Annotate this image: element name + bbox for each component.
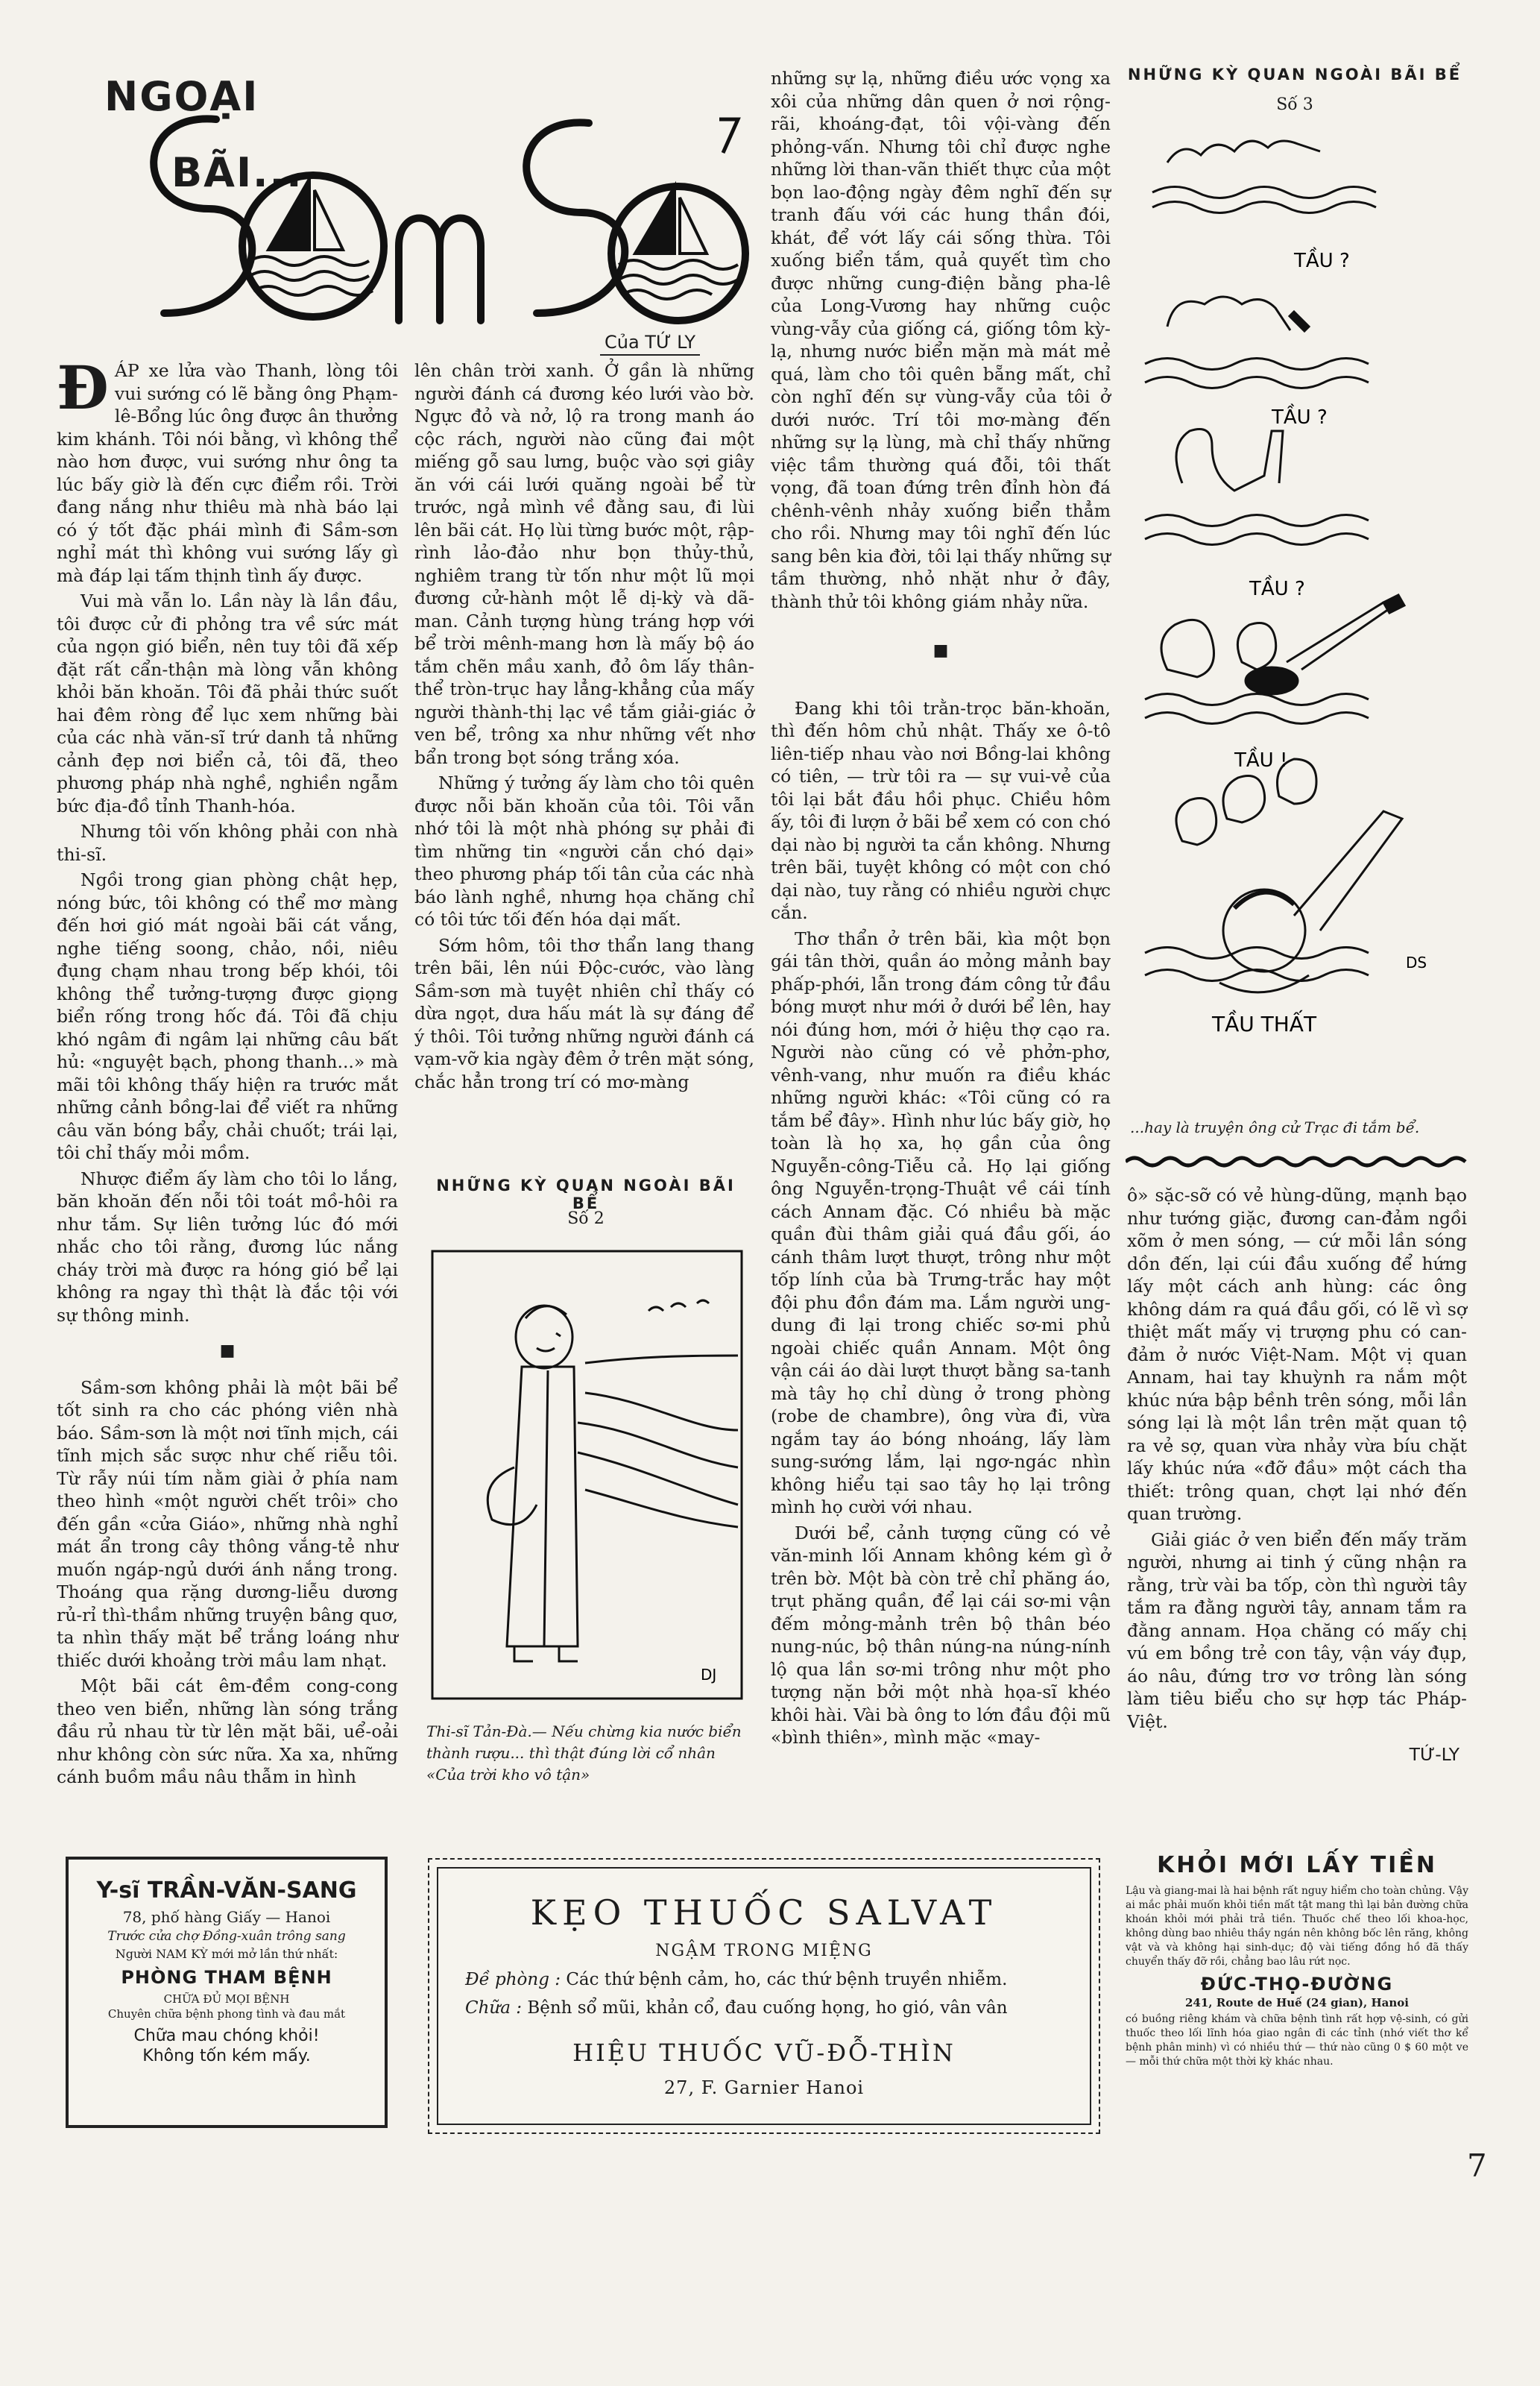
cartoon-2-title: NHỮNG KỲ QUAN NGOÀI BÃI BỂ: [436, 1177, 736, 1212]
ad1-slogan1: Chữa mau chóng khỏi!: [133, 2027, 320, 2045]
article-paragraph: Dưới bể, cảnh tượng cũng có vẻ văn-minh lối Annam không kém gì ở trên bờ. Một bà còn trẻ chỉ phăng áo, trụt phăng quần, để lại cái sơ-mi vận đếm mỏng-mảnh trên bộ thân béo nung-núc, bộ thân núng-na núng-nính lộ qua lần sơ-mi trông như một pho tượng nặn bởi một nhà họa-sĩ khéo khôi hài. Vài bà ông to lớn đầu đội mũ «bình thiên», mình mặc «may-: [771, 1522, 1111, 1748]
ad3-body2: có buồng riêng khám và chữa bệnh tình rất hợp vệ-sinh, có gửi thuốc theo lối lĩnh hóa giao ngân đi các tỉnh (nhớ viết thơ kể bệnh phân minh) vì có nhiều thứ — thứ nào cũng 0 $ 60 một ve — mỗi thứ chữa một thời kỳ khác nhau.: [1126, 2013, 1468, 2068]
ad2-shop: HIỆU THUỐC VŨ-ĐỖ-THÌN: [572, 2039, 956, 2067]
ad2-cure: Bệnh sổ mũi, khản cổ, đau cuống họng, ho gió, vân vân: [527, 1998, 1008, 2018]
ad1-line1: Trước cửa chợ Đồng-xuân trông sang: [107, 1929, 346, 1944]
cartoon-2-drawing: [425, 1244, 753, 1706]
title-line1: NGOẠI: [104, 73, 259, 120]
page-number: 7: [1467, 2147, 1487, 2184]
ad3-title: KHỎI MỚI LẤY TIỀN: [1157, 1852, 1437, 1878]
title-line2: BÃI...: [171, 149, 303, 196]
ad1-line3: CHỮA ĐỦ MỌI BỆNH: [163, 1992, 290, 2006]
article-paragraph: Ngồi trong gian phòng chật hẹp, nóng bức, tôi không có thể mơ màng đến hơi gió mát ngoài bãi cát vắng, nghe tiếng soong, chảo, nồi, niêu đụng chạm nhau trong bếp khói, tôi không thể tưởng-tượng được giọng biển rống trong hốc đá. Tôi đã chịu khó ngâm đi ngâm lại những câu bất hủ: «nguyệt bạch, phong thanh...» mà mãi tôi không thấy hiện ra trước mắt những cảnh bồng-lai để viết ra những câu văn bóng bẩy, chải chuốt; trái lại, tôi chỉ thấy mỏi mồm.: [57, 869, 398, 1163]
ad2-prevent-row: [465, 1970, 1007, 1989]
ad3-address: 241, Route de Huế (24 gian), Hanoi: [1185, 1996, 1409, 2009]
ad2-prevent-label: Đề phòng :: [465, 1970, 561, 1989]
wavy-divider: [1126, 1153, 1468, 1171]
ad2-title: KẸO THUỐC SALVAT: [530, 1892, 998, 1933]
ad1-slogan2: Không tốn kém mấy.: [142, 2047, 311, 2065]
article-paragraph: những sự lạ, những điều ước vọng xa xôi của những dân quen ở nơi rộng-rãi, khoáng-đạt, tôi vội-vàng đến phỏng-vấn. Nhưng tôi chỉ được nghe những lời than-vãn thiết thực của một bọn lao-động ngày đêm nghĩ đến sự tranh đấu với các hung thần đói, khát, để vớt lấy cái sống thừa. Tôi xuống biển tắm, quả quyết tìm cho được những cung-điện bằng pha-lê của Long-Vương hay những cuộc vùng-vẫy của giống cá, giống tôm kỳ-lạ, nhưng nước biển mặn mà mát mẻ quá, làm cho tôi quên bẵng mất, chỉ còn nghĩ đến sự vùng-vẫy của tôi ở dưới nước. Trí tôi mơ-màng đến những sự lạ lùng, mà chỉ thấy những việc tầm thường quá đỗi, tôi thất vọng, đã toan đứng trên đỉnh hòn đá chênh-vênh nhảy xuống biển thẳm cho rồi. Nhưng may tôi nghĩ đến lúc sang bên kia đời, tôi lại thấy những sự tầm thường, nhỏ nhặt như ở đây, thành thử tôi không giám nhảy nữa.: [771, 68, 1111, 612]
ad3-body: Lậu và giang-mai là hai bệnh rất nguy hiểm cho toàn chủng. Vậy ai mắc phải muốn khỏi tiền mất tật mang thì lại bản đường chữa khoán khỏi mới phải trả tiền. Thuốc chế theo lối khoa-học, không dùng bao nhiêu thầy ngán nên không bốc lên răng, không vật và và không hại sinh-dục; độ vài tiếng đồng hồ đã thấy chuyển thấy đỡ rồi, chẳng bao lâu rứt nọc.: [1126, 1885, 1468, 1968]
article-paragraph: Một bãi cát êm-đềm cong-cong theo ven biển, những làn sóng trắng đầu rủ nhau từ từ lên mặt bãi, uể-oải như không còn sức nữa. Xa xa, những cánh buồm mầu nâu thẫm in hình: [57, 1675, 398, 1787]
cartoon-3-label: TẦU THẤT: [1212, 1012, 1317, 1036]
ad1-clinic: PHÒNG THAM BỆNH: [121, 1967, 332, 1988]
article-paragraph: ĐÁP xe lửa vào Thanh, lòng tôi vui sướng có lẽ bằng ông Phạm-lê-Bổng lúc ông được ân thưởng kim khánh. Tôi nói bằng, vì không thể nào hơn được, vui sướng như ông ta lúc bấy giờ là đến cực điểm rồi. Trời đang nắng như thiêu mà nhà báo lại có ý tốt đặc phái mình đi Sầm-sơn nghỉ mát thì không vui sướng lấy gì mà đáp lại tấm thịnh tình ấy được.: [57, 353, 398, 586]
cartoon-3-signature: DS: [1406, 954, 1427, 972]
header-title: [22, 30, 760, 358]
title-sam-son-art: [22, 30, 760, 343]
ad-tran-van-sang: [66, 1857, 388, 2128]
ad2-cure-row: [465, 1998, 1008, 2018]
cartoon-3-title: NHỮNG KỲ QUAN NGOÀI BÃI BỂ: [1127, 66, 1462, 84]
cartoon-3-label: TẦU ?: [1249, 578, 1305, 600]
ad1-name: Y-sĩ TRẦN-VĂN-SANG: [96, 1877, 357, 1904]
article-paragraph: Nhược điểm ấy làm cho tôi lo lắng, băn khoăn đến nỗi tôi toát mồ-hôi ra như tắm. Sự liên tưởng lúc đó mới nhắc cho tôi rằng, đương lúc nắng cháy trời mà được ra hóng gió bể lại không ra ngay thì thật là đắc tội với sự thông minh.: [57, 1168, 398, 1326]
ad-salvat: [428, 1858, 1100, 2134]
cartoon-2-number: Số 2: [567, 1209, 605, 1228]
article-signature: TỨ-LY: [1409, 1744, 1459, 1765]
cartoon-3-drawing: [1123, 125, 1467, 1139]
cartoon-2: [419, 1177, 753, 1810]
article-paragraph: ô» sặc-sỡ có vẻ hùng-dũng, mạnh bạo như tướng giặc, đương can-đảm ngồi xõm ở men sóng, — cứ mỗi lần sóng dồn đến, lại cúi đầu xuống để hứng lấy một cách anh hùng: các ông không dám ra quá đầu gối, có lẽ vì sợ thiệt mất mấy vị trượng phu có can-đảm ở nước Việt-Nam. Một vị quan Annam, hai tay khuỳnh ra nắm một khúc nứa bập bềnh trên sóng, mỗi lần sóng lại là một lần trên mặt quan tộ ra vẻ sợ, quan vừa nhảy vừa bíu chặt lấy khúc nứa «đỡ đầu» một cách tha thiết: trông quan, chợt lại nhớ đến quan trường.: [1127, 1185, 1467, 1524]
article-paragraph: Thơ thẩn ở trên bãi, kìa một bọn gái tân thời, quần áo mỏng mảnh bay phấp-phới, lẫn trong đám công tử đầu bóng mượt như mới ở dưới bể lên, hay nói đúng hơn, mới ở hiệu thợ cạo ra. Người nào cũng có vẻ phởn-phơ, vênh-vang, như muốn ra điều khác những người khác: «Tôi cũng có ra tắm bể đây». Hình như lúc bấy giờ, họ toàn là họ xa, họ gần của ông Nguyễn-công-Tiễu cả. Họ lại giống ông Nguyễn-trọng-Thuật về cái tính cách Annam đặc. Có nhiều bà mặc quần đùi thâm giải quá đầu gối, áo cánh thâm lượt thượt, trông như một tốp lính của bà Trưng-trắc hay một đội phu đồn đám ma. Lắm người ung-dung đi lại trong chiếc sơ-mi phủ ngoài chiếc quần Annam. Một ông vận cái áo dài lượt thượt bằng sa-tanh mà tây họ chỉ dùng ở trong phòng (robe de chambre), ông vừa đi, vừa ngắm tay áo bóng nhoáng, lấy làm sung-sướng lắm, lại ngơ-ngác nhìn không hiểu tại sao tây họ lại trông mình họ cười với nhau.: [771, 928, 1111, 1517]
ad2-prevent: Các thứ bệnh cảm, ho, các thứ bệnh truyền nhiễm.: [566, 1970, 1008, 1989]
cartoon-3-label: TẦU ?: [1294, 250, 1350, 272]
cartoon-3-label: TẦU !: [1234, 749, 1288, 772]
cartoon-2-caption: Thi-sĩ Tản-Đà.— Nếu chừng kia nước biển thành rượu... thì thật đúng lời cổ nhân «Của trời kho vô tận»: [426, 1722, 742, 1784]
article-paragraph: lên chân trời xanh. Ở gần là những người đánh cá đương kéo lưới vào bờ. Ngực đỏ và nở, lộ ra trong manh áo cộc rách, người nào cũng đai một miếng gỗ sau lưng, buộc vào sợi giây ăn với cái lưới quăng ngoài bể từ trước, ngả mình về đằng sau, đi lùi lên bãi cát. Họ lùi từng bước một, rập-rình lảo-đảo như bọn thủy-thủ, nghiêm trang từ tốn như một lũ mọi đương cử-hành một lễ dị-kỳ và dã-man. Cảnh tượng hùng tráng hợp với bể trời mênh-mang hơn là mấy bộ áo tắm chẽn mầu xanh, đỏ ôm lấy thân-thể tròn-trục hay lẳng-khẳng của mấy người thành-thị lạc về tắm giải-giác ở ven bể, trông xa như những vết nhơ bẩn trong bọt sóng trắng xóa.: [414, 360, 754, 768]
section-separator: ■: [932, 641, 949, 660]
ad3-shop: ĐỨC-THỌ-ĐƯỜNG: [1200, 1974, 1394, 1995]
ad-duc-tho-duong: [1126, 1852, 1468, 2121]
byline: Của TỨ LY: [600, 332, 700, 356]
cartoon-3-label: TẦU ?: [1272, 406, 1328, 429]
article-column-3: [771, 67, 1111, 1752]
article-column-1: [57, 353, 398, 1792]
ad2-cure-label: Chữa :: [465, 1998, 522, 2018]
ad1-address: 78, phố hàng Giấy — Hanoi: [122, 1908, 331, 1926]
cartoon-2-signature: DJ: [701, 1666, 717, 1684]
article-paragraph: Sớm hôm, tôi thơ thẩn lang thang trên bãi, lên núi Độc-cước, vào làng Sầm-sơn mà tuyệt nhiên chỉ thấy có dừa ngọt, dưa hấu mát là sự đáng để ý thôi. Tôi tưởng những người đánh cá vạm-vỡ kia ngày đêm ở trên mặt sóng, chắc hẳn trong trí có mơ-màng: [414, 934, 754, 1092]
cartoon-3: [1123, 66, 1467, 1139]
section-separator: ■: [219, 1341, 236, 1360]
ad2-subtitle: NGẬM TRONG MIỆNG: [655, 1942, 873, 1960]
article-paragraph: Đang khi tôi trằn-trọc băn-khoăn, thì đến hôm chủ nhật. Thấy xe ô-tô liên-tiếp nhau vào nơi Bồng-lai không có tiên, — trừ tôi ra — sự vui-vẻ của tôi lại bắt đầu hồi phục. Chiều hôm ấy, tôi đi lượn ở bãi bể xem có con chó dại nào bị người ta cắn không. Nhưng trên bãi, tuyệt không có một con chó dại nào, tuy rằng có nhiều người chực cắn.: [771, 697, 1111, 923]
article-paragraph: Sầm-sơn không phải là một bãi bể tốt sinh ra cho các phóng viên nhà báo. Sầm-sơn là một nơi tĩnh mịch, cái tĩnh mịch sắc sược như chế riễu tôi. Từ rẫy núi tím nằm giài ở phía nam theo hình «một người chết trôi» cho đến gần «cửa Giáo», những nhà nghỉ mát ẩn trong cây thông vắng-tẻ như muốn ngáp-ngủ dưới ánh nắng trong. Thoáng qua rặng dương-liễu dương rủ-rỉ thì-thầm những truyện bâng quơ, ta nhìn thấy mặt bể trắng loáng như thiếc dưới khoảng trời mầu lam nhạt.: [57, 1376, 398, 1671]
article-column-4: [1127, 1184, 1467, 1766]
cartoon-3-caption: ...hay là truyện ông cử Trạc đi tắm bể.: [1130, 1118, 1420, 1136]
cartoon-3-number: Số 3: [1276, 95, 1313, 114]
dropcap: Đ: [57, 353, 109, 423]
ad1-line4: Chuyên chữa bệnh phong tình và đau mắt: [107, 2007, 346, 2021]
article-paragraph: Giải giác ở ven biển đến mấy trăm người, nhưng ai tinh ý cũng nhận ra rằng, trừ vài ba tốp, còn thì người tây tắm ra đằng người tây, annam tắm ra đằng annam. Họa chăng có mấy chị vú em bồng trẻ con tây, vận váy đụp, áo nâu, đứng trơ vơ trông làn sóng làm tiêu biểu cho sự hợp tác Pháp-Việt.: [1127, 1529, 1467, 1732]
ad2-address: 27, F. Garnier Hanoi: [663, 2077, 865, 2098]
ad1-line2: Người NAM KỲ mới mở lần thứ nhất:: [115, 1947, 338, 1961]
article-column-2: [414, 359, 754, 1096]
article-paragraph: Những ý tưởng ấy làm cho tôi quên được nỗi băn khoăn của tôi. Tôi vẫn nhớ tôi là một nhà phóng sự phải đi tìm những tin «người cắn chó dại» theo phương pháp tối tân của các nhà báo lành nghề, nhưng họa chăng chỉ có tôi tức tối đến hóa dại mất.: [414, 772, 754, 930]
article-paragraph: Nhưng tôi vốn không phải con nhà thi-sĩ.: [57, 821, 398, 865]
article-paragraph: Vui mà vẫn lo. Lần này là lần đầu, tôi được cử đi phỏng tra về sức mát của ngọn gió biển, nên tuy tôi đã xếp đặt rất cẩn-thận mà lòng vẫn không khỏi băn khoăn. Tôi đã phải thức suốt hai đêm ròng để lục xem những bài của các nhà văn-sĩ trứ danh tả những cảnh đẹp nơi biển cả, tôi đã, theo phương pháp nhà nghề, nghiền ngẫm bức địa-đồ tỉnh Thanh-hóa.: [57, 591, 398, 816]
